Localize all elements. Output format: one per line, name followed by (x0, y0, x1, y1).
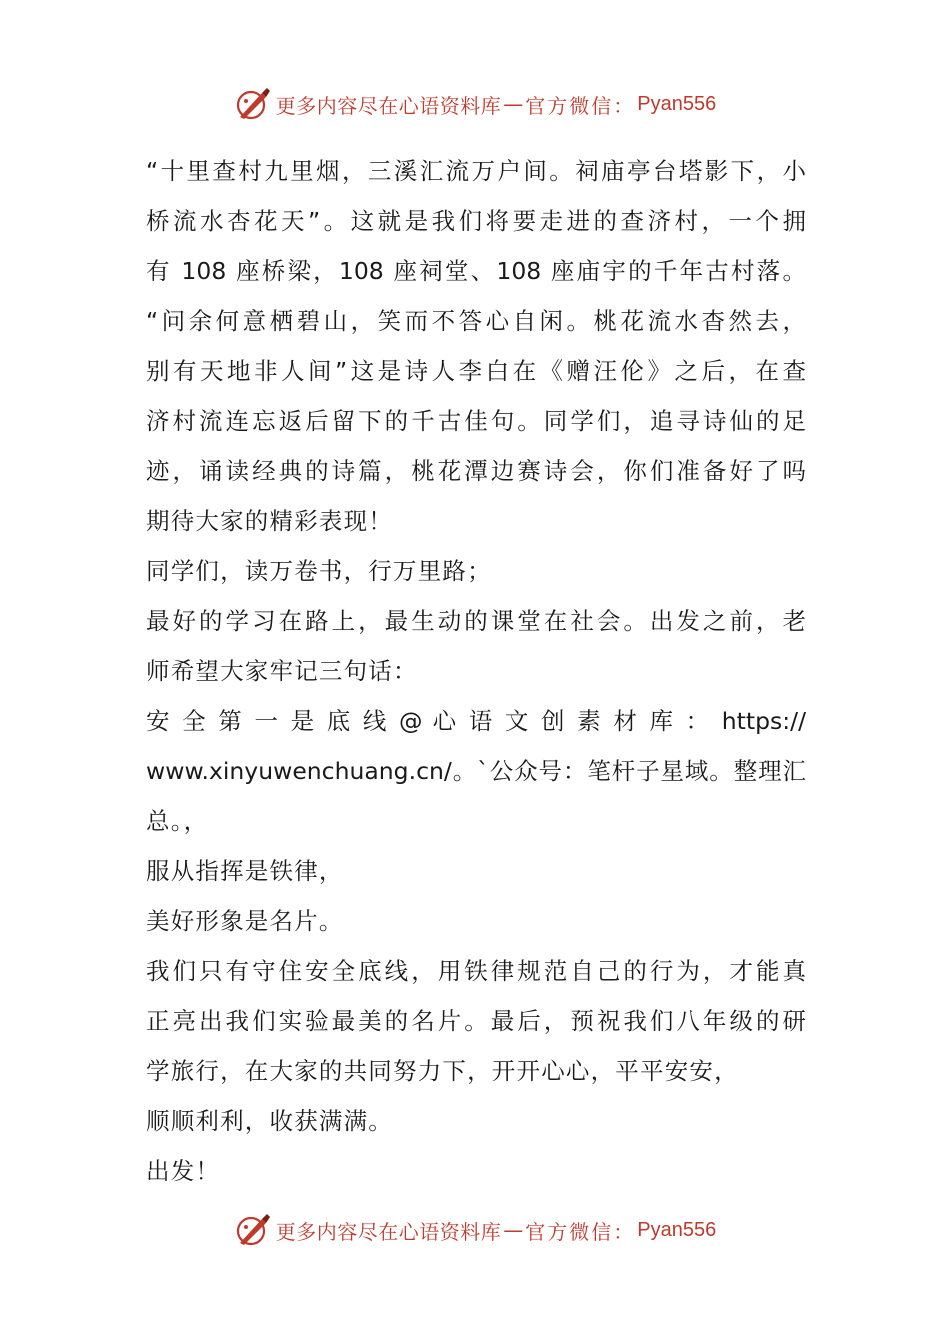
text-line: 最好的学习在路上，最生动的课堂在社会。出发之前，老 (146, 607, 806, 635)
footer-banner (0, 1208, 950, 1252)
header-main-text: 更多内容尽在心语资料库 (275, 93, 502, 118)
text-line: 总。， (146, 807, 209, 835)
text-line-link: 安 全 第 一 是 底 线 @ 心 语 文 创 素 材 库 ： https:// (146, 707, 806, 735)
footer-main-text: 更多内容尽在心语资料库 (275, 1219, 502, 1244)
text-line: 我们只有守住安全底线，用铁律规范自己的行为，才能真 (146, 957, 806, 985)
header-dash: — (503, 92, 524, 116)
text-line: 有 108 座桥梁，108 座祠堂、108 座庙宇的千年古村落。 (146, 257, 806, 285)
header-wechat-handle: Pyan556 (637, 92, 717, 115)
text-line-link: www.xinyuwenchuang.cn/。`公众号：笔杆子星域。整理汇 (146, 757, 806, 785)
text-line: 济村流连忘返后留下的千古佳句。同学们，追寻诗仙的足 (146, 407, 806, 435)
footer-sub-text: 官方微信： (525, 1219, 636, 1244)
text-line: 出发！ (146, 1157, 221, 1185)
header-sub-text: 官方微信： (525, 93, 636, 118)
text-line: 服从指挥是铁律， (146, 857, 344, 885)
header-banner (0, 82, 950, 126)
text-line: 正亮出我们实验最美的名片。最后，预祝我们八年级的研 (146, 1007, 806, 1035)
text-line: 师希望大家牢记三句话： (146, 657, 418, 685)
pen-logo-icon (234, 85, 272, 123)
text-line: 顺顺利利，收获满满。 (146, 1107, 393, 1135)
document-body (146, 146, 806, 1196)
text-line: “问余何意栖碧山，笑而不答心自闲。桃花流水杳然去， (146, 307, 806, 335)
text-line: 迹，诵读经典的诗篇，桃花潭边赛诗会，你们准备好了吗 (146, 457, 806, 485)
text-line: 别有天地非人间”这是诗人李白在《赠汪伦》之后，在查 (146, 357, 806, 385)
footer-dash: — (503, 1218, 524, 1242)
text-line: 美好形象是名片。 (146, 907, 344, 935)
text-line: 桥流水杏花天”。这就是我们将要走进的查济村，一个拥 (146, 207, 806, 235)
pen-logo-icon (234, 1211, 272, 1249)
text-line: 期待大家的精彩表现！ (146, 507, 393, 535)
footer-wechat-handle: Pyan556 (637, 1218, 717, 1241)
text-line: 学旅行，在大家的共同努力下，开开心心，平平安安， (146, 1057, 739, 1085)
text-line: 同学们，读万卷书，行万里路； (146, 557, 492, 585)
text-line: “十里查村九里烟，三溪汇流万户间。祠庙亭台塔影下，小 (146, 157, 806, 185)
